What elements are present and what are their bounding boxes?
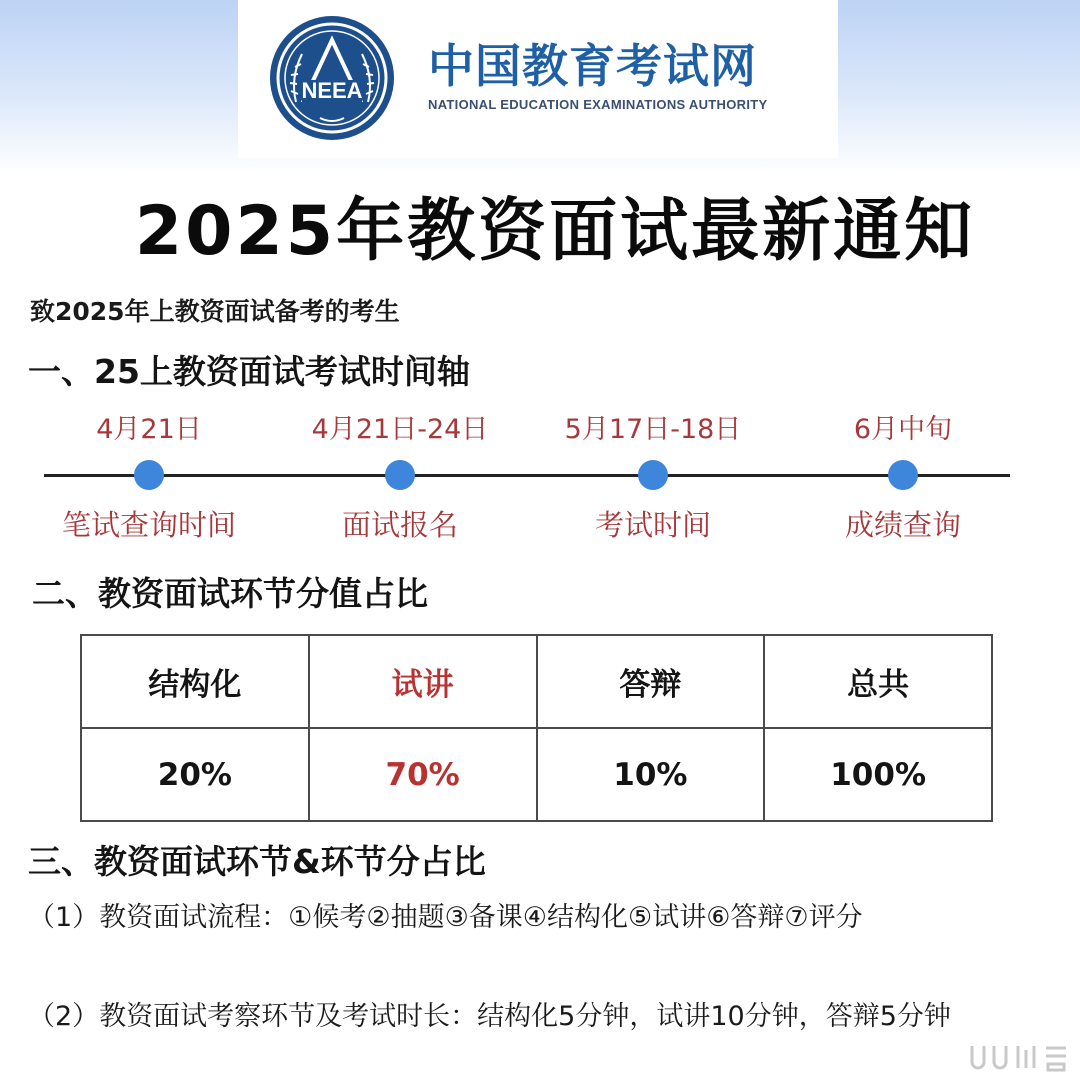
timeline-dot-icon — [134, 460, 164, 490]
logo-banner — [238, 0, 838, 158]
timeline-dot-icon — [638, 460, 668, 490]
logo-title-en: NATIONAL EDUCATION EXAMINATIONS AUTHORITY — [428, 97, 768, 112]
table-header-cell: 结构化 — [81, 635, 309, 728]
section-heading-timeline: 一、25上教资面试考试时间轴 — [28, 352, 470, 391]
timeline-label: 面试报名 — [341, 508, 458, 542]
timeline-point — [523, 410, 783, 550]
timeline-point — [270, 410, 530, 550]
timeline-date: 4月21日 — [96, 414, 202, 445]
table-header-cell: 总共 — [764, 635, 992, 728]
timeline-label: 成绩查询 — [844, 508, 961, 542]
timeline-label: 考试时间 — [594, 508, 711, 542]
duration-paragraph: （2）教资面试考察环节及考试时长：结构化5分钟，试讲10分钟，答辩5分钟 — [28, 1001, 951, 1032]
watermark-logo-icon — [966, 1040, 1076, 1074]
timeline-dot-icon — [385, 460, 415, 490]
table-header-cell: 答辩 — [537, 635, 765, 728]
process-paragraph: （1）教资面试流程：①候考②抽题③备课④结构化⑤试讲⑥答辩⑦评分 — [28, 902, 863, 933]
table-cell: 20% — [81, 728, 309, 821]
timeline-date: 5月17日-18日 — [564, 414, 742, 445]
section-heading-process: 三、教资面试环节&环节分占比 — [28, 842, 486, 881]
table-cell: 10% — [537, 728, 765, 821]
score-ratio-table — [80, 634, 993, 822]
page-title: 2025年教资面试最新通知 — [134, 192, 976, 271]
section-heading-score-ratio: 二、教资面试环节分值占比 — [32, 574, 428, 613]
greeting-line: 致2025年上教资面试备考的考生 — [30, 297, 400, 326]
table-cell: 70% — [309, 728, 537, 821]
table-cell: 100% — [764, 728, 992, 821]
timeline-point — [773, 410, 1033, 550]
table-row — [81, 728, 992, 821]
timeline-point — [19, 410, 279, 550]
neea-seal-icon — [268, 14, 396, 142]
logo-title-cn: 中国教育考试网 — [428, 39, 757, 93]
timeline-label: 笔试查询时间 — [61, 508, 236, 542]
table-header-cell: 试讲 — [309, 635, 537, 728]
timeline-date: 4月21日-24日 — [311, 414, 489, 445]
seal-text: NEEA — [301, 78, 363, 103]
timeline-date: 6月中旬 — [853, 414, 953, 445]
table-header-row — [81, 635, 992, 728]
timeline-dot-icon — [888, 460, 918, 490]
